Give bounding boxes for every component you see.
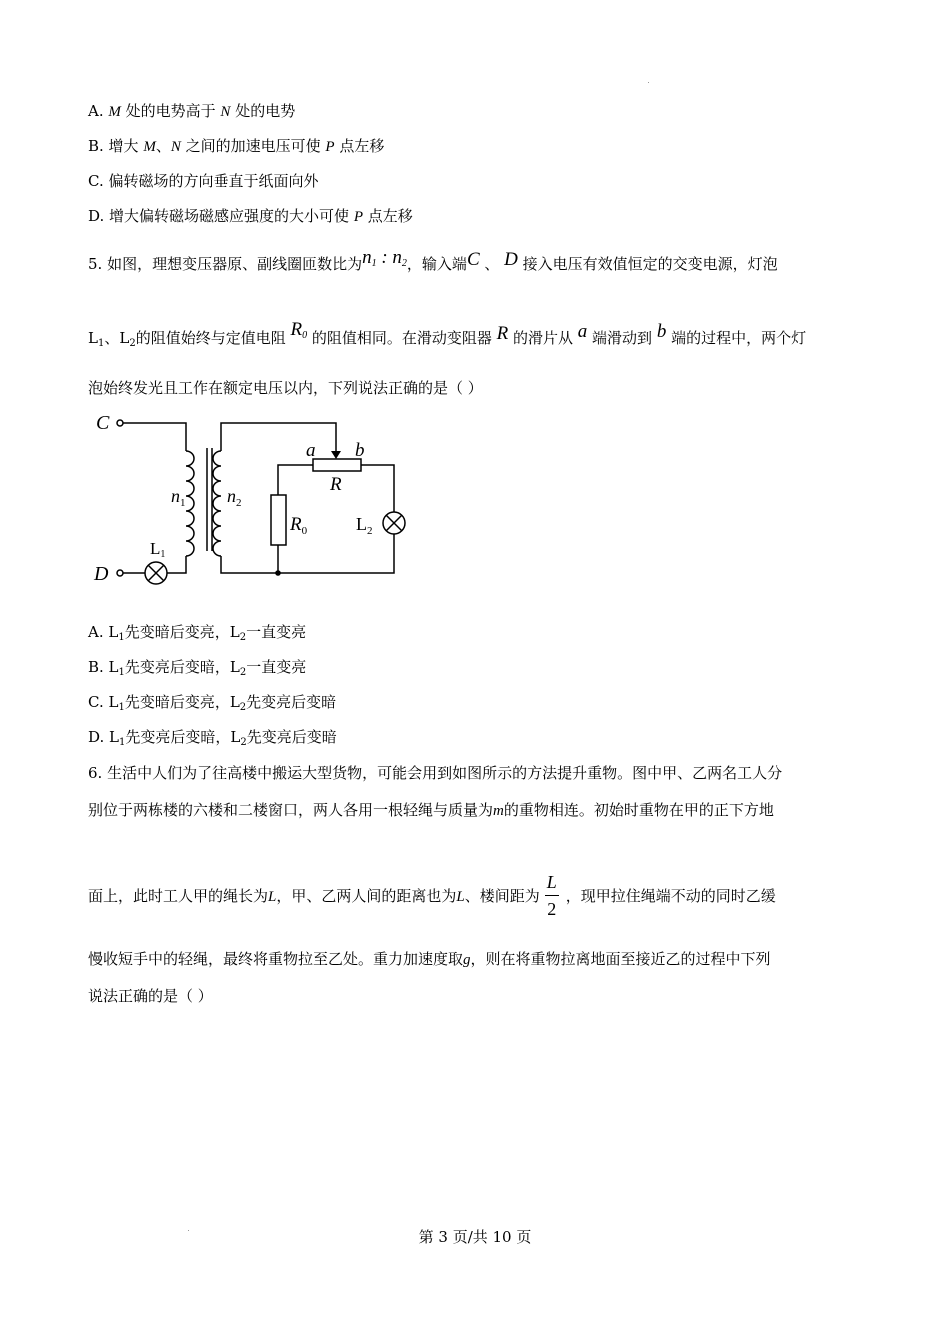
q4-option-d[interactable]: D. 增大偏转磁场磁感应强度的大小可使 P 点左移: [88, 207, 413, 225]
q6-stem-line-2: 别位于两栋楼的六楼和二楼窗口，两人各用一根轻绳与质量为m的重物相连。初始时重物在甲的正下方地: [88, 801, 774, 819]
label-n2: $n_2$: [227, 486, 242, 509]
secondary-coil: [213, 451, 221, 556]
q4-option-a[interactable]: A. M 处的电势高于 N 处的电势: [88, 102, 296, 120]
q4-option-c[interactable]: C. 偏转磁场的方向垂直于纸面向外: [88, 172, 319, 190]
terminal-d: [117, 570, 123, 576]
q5-stem-line-1: 5. 如图，理想变压器原、副线圈匝数比为$n_1$ : $n_2$，输入端C 、 D 接入电压有效值恒定的交变电源，灯泡: [88, 247, 778, 273]
scan-dot: [648, 82, 649, 83]
transformer-circuit-diagram: [88, 408, 418, 593]
fraction-l-over-2: L 2: [546, 872, 557, 919]
primary-coil: [186, 451, 194, 556]
junction-dot: [275, 570, 281, 576]
label-d: D: [94, 563, 109, 585]
q6-stem-line-5: 说法正确的是（ ）: [88, 987, 213, 1005]
label-r0: $R_0$: [290, 514, 308, 537]
resistor-r0: [271, 495, 286, 545]
rheostat-r: [313, 459, 361, 471]
label-a: a: [306, 440, 316, 461]
q6-stem-line-1: 6. 生活中人们为了往高楼中搬运大型货物，可能会用到如图所示的方法提升重物。图中甲、乙两名工人分: [88, 764, 783, 782]
q5-stem-line-2: $L_1$、$L_2$的阻值始终与定值电阻 $R_0$ 的阻值相同。在滑动变阻器 R 的滑片从 a 端滑动到 b 端的过程中，两个灯: [88, 319, 807, 349]
q5-option-d[interactable]: D. $L_1$先变亮后变暗，$L_2$先变亮后变暗: [88, 728, 337, 748]
q5-option-b[interactable]: B. $L_1$先变亮后变暗，$L_2$一直变亮: [88, 658, 307, 678]
q6-stem-line-4: 慢收短手中的轻绳，最终将重物拉至乙处。重力加速度取g，则在将重物拉离地面至接近乙的过程中下列: [88, 950, 771, 968]
q5-option-c[interactable]: C. $L_1$先变暗后变亮，$L_2$先变亮后变暗: [88, 693, 337, 713]
page-footer: 第 3 页/共 10 页: [418, 1228, 532, 1246]
slider-arrow: [331, 451, 341, 459]
label-l1: L1: [150, 539, 166, 560]
label-c: C: [96, 412, 110, 434]
q6-stem-line-3: 面上，此时工人甲的绳长为L，甲、乙两人间的距离也为L、楼间距为 L 2 ，现甲拉住绳端不动的同时乙缓: [88, 872, 776, 919]
q4-option-b[interactable]: B. 增大 M、N 之间的加速电压可使 P 点左移: [88, 137, 385, 155]
label-n1: $n_1$: [171, 486, 186, 509]
label-r: R: [330, 474, 342, 495]
label-l2: $L_2$: [356, 514, 373, 537]
q5-option-a[interactable]: A. $L_1$先变暗后变亮，$L_2$一直变亮: [88, 623, 307, 643]
terminal-c: [117, 420, 123, 426]
label-b: b: [355, 440, 365, 461]
q5-stem-line-3: 泡始终发光且工作在额定电压以内，下列说法正确的是（ ）: [88, 379, 483, 397]
